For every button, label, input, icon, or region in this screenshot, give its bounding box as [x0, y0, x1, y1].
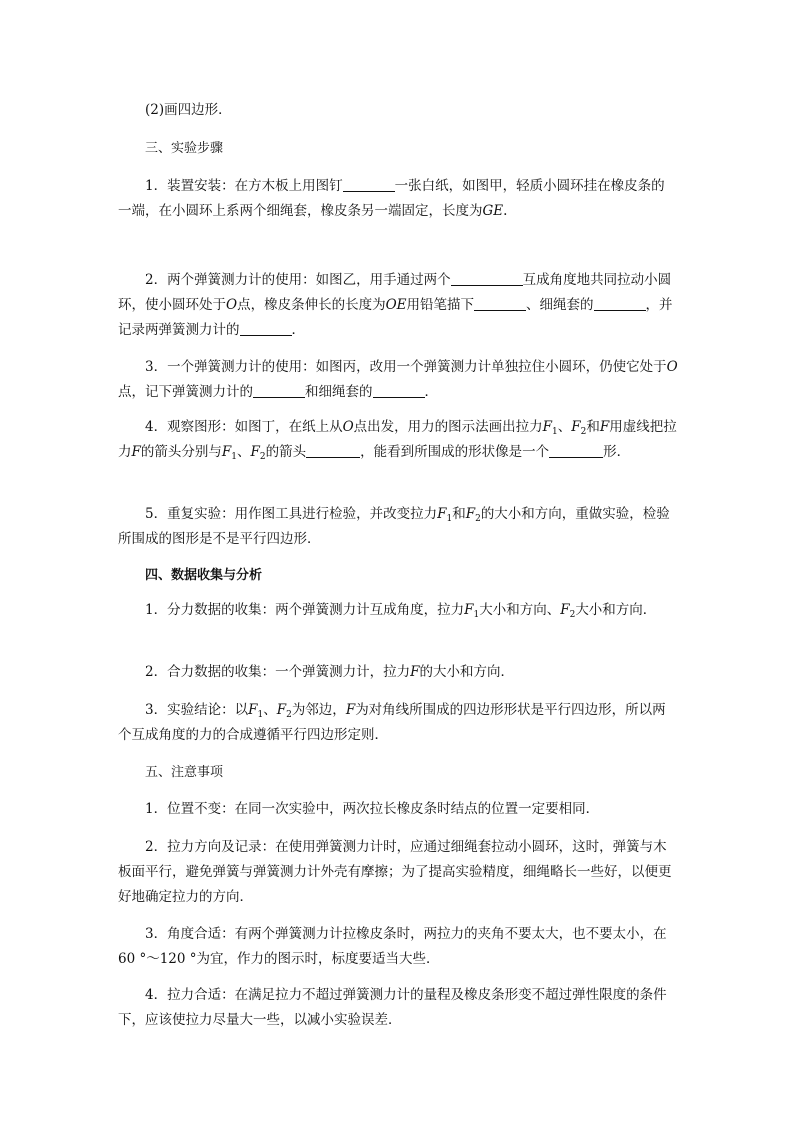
fill-blank[interactable] [451, 272, 523, 286]
data-item-1: 1．分力数据的收集：两个弹簧测力计互成角度，拉力$F_1$大小和方向、$F_2$大小和方向． [145, 602, 657, 620]
fill-blank[interactable] [343, 178, 395, 192]
data-item-3: 3．实验结论：以$F_1$、$F_2$为邻边，F为对角线所围成的四边形形状是平行四边形，所以两个互成角度的力的合成遵循平行四边形定则． [118, 702, 666, 743]
section-heading-data: 四、数据收集与分析 [145, 568, 263, 583]
note-2: 2．拉力方向及记录：在使用弹簧测力计时，应通过细绳套拉动小圆环，这时，弹簧与木板面平行，避免弹簧与弹簧测力计外壳有摩擦；为了提高实验精度，细绳略长一些好，以便更好地确定拉力的方向． [118, 839, 672, 905]
section-heading-notes: 五、注意事项 [145, 765, 224, 780]
step-3: 3．一个弹簧测力计的使用：如图丙，改用一个弹簧测力计单独拉住小圆环，仍使它处于O点，记下弹簧测力计的 和细绳套的 ． [118, 359, 678, 400]
fill-blank[interactable] [373, 384, 425, 398]
fill-blank[interactable] [549, 444, 603, 458]
step-1: 1．装置安装：在方木板上用图钉 一张白纸，如图甲，轻质小圆环挂在橡皮条的一端，在小圆环上系两个细绳套，橡皮条另一端固定，长度为GE. [118, 178, 665, 219]
note-1: 1．位置不变：在同一次实验中，两次拉长橡皮条时结点的位置一定要相同． [145, 801, 600, 817]
fill-blank[interactable] [306, 444, 360, 458]
fill-blank[interactable] [240, 322, 292, 336]
data-item-2: 2．合力数据的收集：一个弹簧测力计，拉力F的大小和方向． [145, 664, 514, 680]
step-4: 4．观察图形：如图丁，在纸上从O点出发，用力的图示法画出拉力$F_1$、$F_2$和F用虚线把拉力F的箭头分别与$F_1$、$F_2$的箭头 ，能看到所围成的形状像是一个 形． [118, 419, 677, 462]
fill-blank[interactable] [253, 384, 305, 398]
note-4: 4．拉力合适：在满足拉力不超过弹簧测力计的量程及橡皮条形变不超过弹性限度的条件下，应该使拉力尽量大一些，以减小实验误差． [118, 987, 667, 1028]
fill-blank[interactable] [474, 297, 526, 311]
section-heading-steps: 三、实验步骤 [145, 141, 224, 156]
note-3: 3．角度合适：有两个弹簧测力计拉橡皮条时，两拉力的夹角不要太大，也不要太小，在 60 °～120 °为宜，作力的图示时，标度要适当大些． [118, 926, 667, 967]
paragraph-draw-quad: (2)画四边形． [145, 102, 232, 118]
fill-blank[interactable] [594, 297, 646, 311]
step-2: 2．两个弹簧测力计的使用：如图乙，用手通过两个 互成角度地共同拉动小圆环，使小圆环处于O点，橡皮条伸长的长度为OE用铅笔描下 、细绳套的 ，并记录两弹簧测力计的 ． [118, 272, 673, 338]
step-5: 5．重复实验：用作图工具进行检验，并改变拉力$F_1$和$F_2$的大小和方向，重做实验，检验所围成的图形是不是平行四边形． [118, 506, 670, 547]
